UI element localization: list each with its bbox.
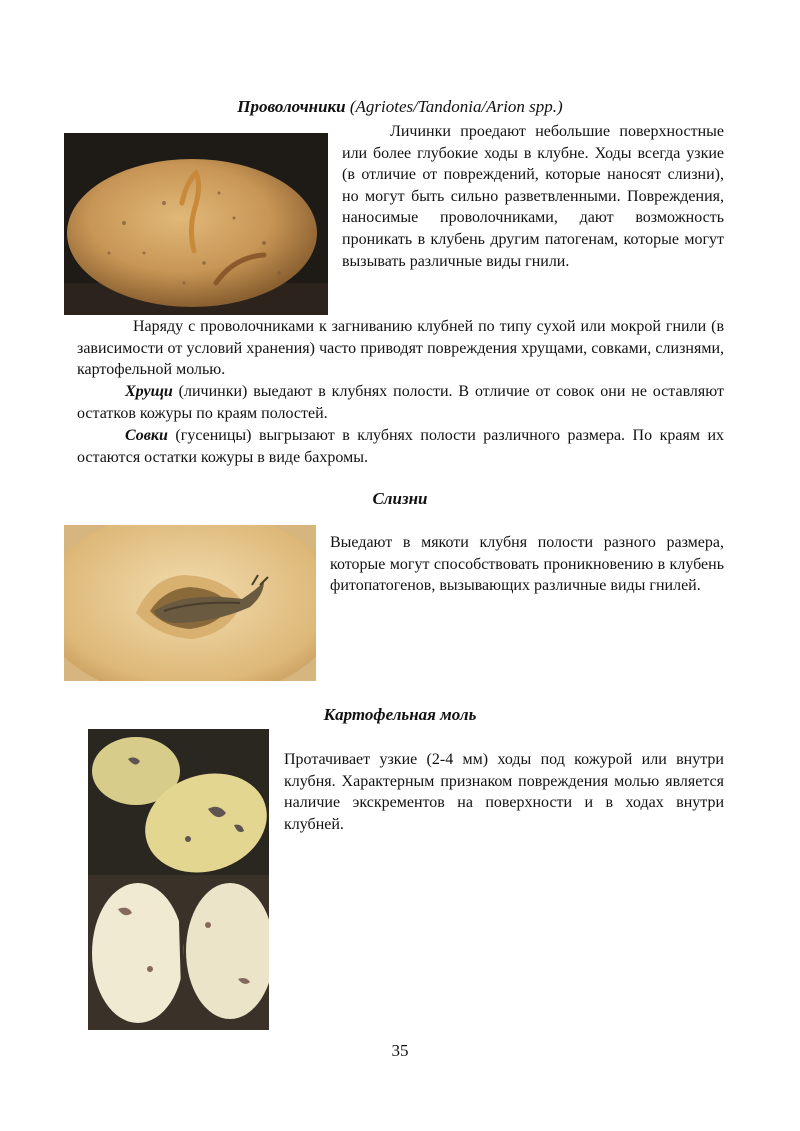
section-title-wireworm-latin: (Agriotes/Tandonia/Arion spp.) xyxy=(349,97,563,116)
wireworm-description: Личинки проедают небольшие поверхностные или более глубокие ходы в клубне. Ходы всегда узкие (в отличие от повреждений, которые наносят слизни), но могут быть сильно разветвленными. Повреждения, наносимые проволочниками, дают возможность проникать в клубень другим патогенам, которые могут вызывать различные виды гнили. xyxy=(342,123,724,270)
beetles-term: Хрущи xyxy=(125,383,173,400)
slugs-description: Выедают в мякоти клубня полости разного размера, которые могут способствовать проникновению в клубень фитопатогенов, вызывающих различные виды гнилей. xyxy=(330,534,724,595)
cutworms-text: (гусеницы) выгрызают в клубнях полости различного размера. По краям их остаются остатки кожуры в виде бахромы. xyxy=(77,427,724,466)
section-title-moth: Картофельная моль xyxy=(323,705,477,724)
moth-photo xyxy=(88,729,269,1030)
page-number: 35 xyxy=(391,1041,409,1060)
cutworms-paragraph xyxy=(77,425,724,468)
moth-description: Протачивает узкие (2-4 мм) ходы под кожурой или внутри клубня. Характерным признаком повреждения молью является наличие экскрементов на поверхности и в ходах внутри клубней. xyxy=(284,751,724,833)
beetles-text: (личинки) выедают в клубнях полости. В отличие от совок они не оставляют остатков кожуры по краям полостей. xyxy=(77,383,724,422)
cutworms-term: Совки xyxy=(125,427,168,444)
section-title-wireworm-text: Проволочники xyxy=(237,97,346,116)
beetles-paragraph xyxy=(77,381,724,424)
wireworm-photo xyxy=(64,133,328,315)
rot-paragraph: Наряду с проволочниками к загниванию клубней по типу сухой или мокрой гнили (в зависимости от условий хранения) часто приводят повреждения хрущами, совками, слизнями, картофельной молью. xyxy=(77,318,724,379)
slug-photo xyxy=(64,525,316,681)
section-title-slugs: Слизни xyxy=(372,489,428,508)
section-title-wireworm xyxy=(0,97,800,117)
